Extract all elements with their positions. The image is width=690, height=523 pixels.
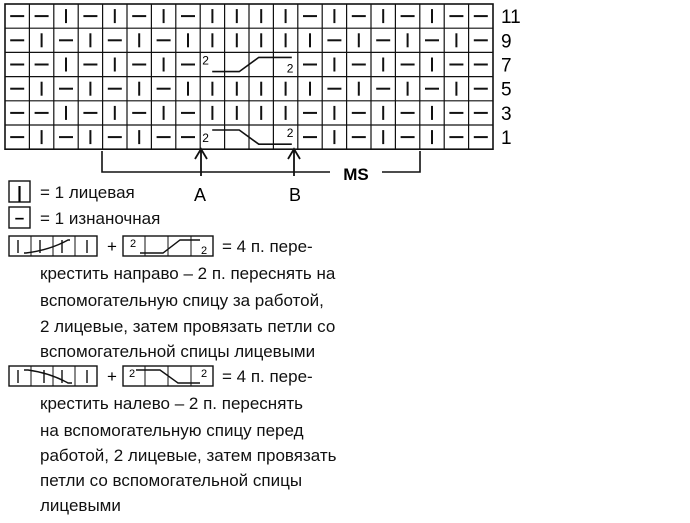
- left-cross-line-2: на вспомогательную спицу перед: [40, 421, 304, 440]
- cable-label: 2: [286, 126, 294, 140]
- left-cross-line-1: крестить налево – 2 п. переснять: [40, 394, 304, 413]
- row-number: 5: [501, 79, 512, 101]
- right-cross-line-1: крестить направо – 2 п. переснять на: [40, 264, 336, 283]
- right-cross-symbol-icon: [9, 236, 97, 256]
- svg-text:2: 2: [130, 238, 137, 250]
- purl-symbol-icon: [9, 207, 30, 228]
- svg-text:2: 2: [201, 368, 208, 380]
- right-cross-line-2: вспомогательную спицу за работой,: [40, 291, 324, 310]
- purl-legend: = 1 изнаночная: [40, 209, 161, 228]
- left-cross-symbol-icon: [9, 366, 97, 386]
- knit-legend: = 1 лицевая: [40, 183, 135, 202]
- row-number: 7: [501, 55, 512, 77]
- right-cross-line-0: = 4 п. пере-: [222, 237, 313, 256]
- row-numbers: [501, 7, 521, 149]
- arrow-b: [288, 149, 301, 205]
- plus-sign: +: [107, 237, 117, 256]
- plus-sign-2: +: [107, 367, 117, 386]
- left-cross-line-3: работой, 2 лицевые, затем провязать: [40, 446, 337, 465]
- left-cross-ws-symbol-icon: [123, 366, 213, 386]
- left-cross-line-4: петли со вспомогательной спицы: [40, 471, 303, 490]
- repeat-bracket: [102, 151, 420, 184]
- row-number: 1: [501, 128, 512, 150]
- cable-label: 2: [202, 53, 209, 68]
- arrow-a-label: A: [193, 185, 207, 205]
- row-number: 3: [501, 103, 512, 125]
- chart-grid: [5, 4, 493, 149]
- svg-text:2: 2: [201, 245, 208, 257]
- left-cross-line-5: лицевыми: [40, 496, 121, 515]
- row-number: 11: [501, 7, 521, 29]
- row-number: 9: [501, 31, 512, 53]
- arrow-a: [194, 149, 207, 205]
- right-cross-line-3: 2 лицевые, затем провязать петли со: [40, 317, 336, 336]
- svg-text:|: |: [17, 183, 22, 202]
- svg-text:–: –: [14, 208, 25, 227]
- right-cross-line-4: вспомогательной спицы лицевыми: [40, 342, 316, 361]
- knit-symbol-icon: [9, 181, 30, 202]
- svg-text:2: 2: [129, 368, 136, 380]
- arrow-b-label: B: [288, 185, 302, 205]
- right-cross-ws-symbol-icon: [123, 236, 213, 257]
- left-cross-line-0: = 4 п. пере-: [222, 367, 313, 386]
- repeat-label: MS: [343, 165, 369, 184]
- cable-label: 2: [286, 61, 294, 76]
- cable-label: 2: [202, 131, 209, 146]
